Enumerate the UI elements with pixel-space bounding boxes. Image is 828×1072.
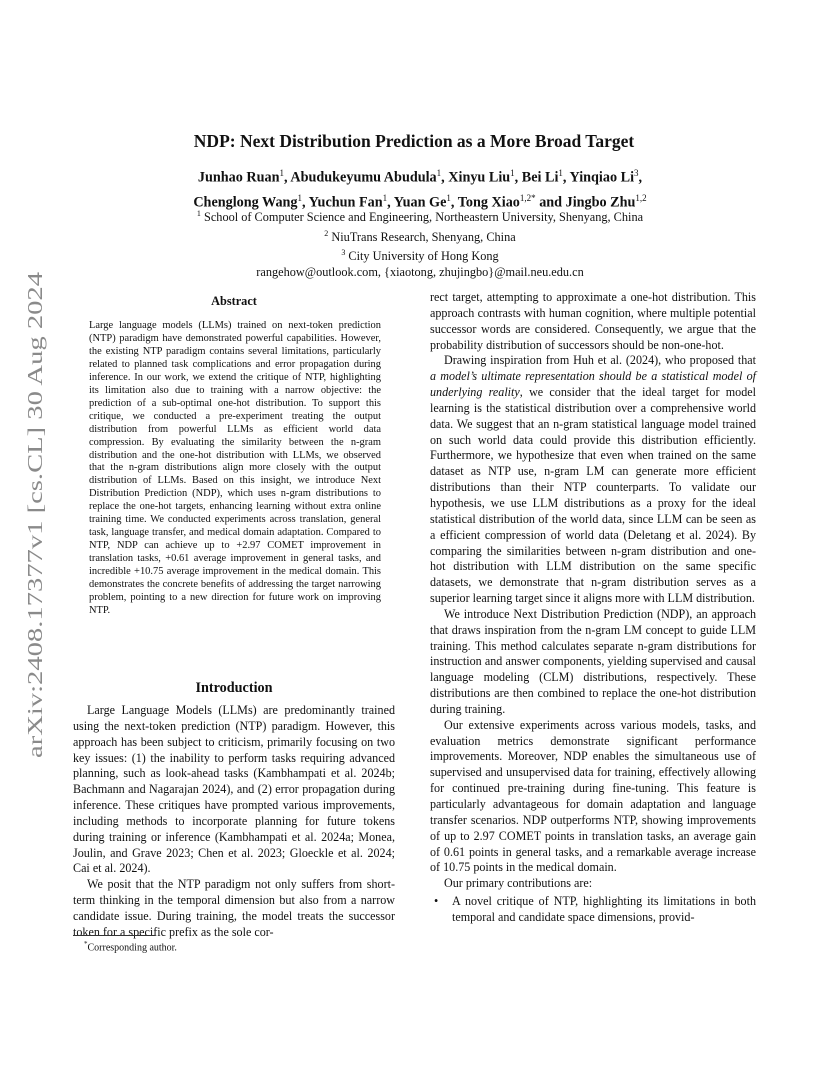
- author-affiliation-mark: 1: [558, 168, 563, 178]
- author-affiliation-mark: 3: [634, 168, 639, 178]
- affiliation-text: School of Computer Science and Engineering, Northeastern University, Shenyang, China: [204, 210, 644, 225]
- paper-title: NDP: Next Distribution Prediction as a More Broad Target: [193, 131, 635, 151]
- author-affiliation-mark: 1: [297, 192, 303, 203]
- author-name: Yuan Ge: [393, 194, 447, 211]
- right-paragraph-4: Our extensive experiments across various models, tasks, and evaluation metrics demonstrate significant performance improvements. Moreover, NDP enables the simultaneous use of supervised and unsupervised data for training, effectively allowing for continued pre-training during fine-tuning. This feature is particularly advantageous for domain adaptation and language transfer scenarios. NDP outperforms NTP, showing improvements of up to 2.97 COMET points in translation tasks, an average gain of 0.61 points in general tasks, and a remarkable average increase of 10.75 points in the medical domain.: [430, 717, 756, 875]
- author-line-1: [120, 163, 720, 188]
- right-paragraph-2-quote: a model’s ultimate representation should be a statistical model of underlying reality: [430, 369, 756, 400]
- author-affiliation-mark: 1: [446, 192, 451, 203]
- affiliation-line: [120, 245, 720, 265]
- author-affiliation-mark: 1: [510, 168, 515, 178]
- abstract-text: Large language models (LLMs) trained on next-token prediction (NTP) paradigm have demonstrated powerful capabilities. However, the existing NTP paradigm contains several limitations, particularly related to planned task complications and error propagation during inference. In our work, we extend the critique of NTP, highlighting its limitation also due to training with a narrow objective: the prediction of a sub-optimal one-hot distribution. To support this critique, we conducted a pre-experiment treating the output distribution from powerful LLMs as efficient world data compression. By evaluating the similarity between the n-gram distribution and the one-hot distribution with LLMs, we observed that the n-gram distributions align more closely with the output distribution of LLMs. Based on this insight, we introduce Next Distribution Prediction (NDP), which uses n-gram distributions to replace the one-hot targets, enhancing learning without extra online training time. We conducted experiments across translation, general task, language transfer, and medical domain adaptation. Compared to NTP, NDP can achieve up to +2.97 COMET improvement in translation tasks, +0.61 average improvement in general tasks, and incredible +10.75 average improvement in the medical domain. This demonstrates the concrete benefits of addressing the target narrowing problem, pointing to a new direction for future work on improving NTP.: [89, 320, 381, 616]
- author-separator: ,: [284, 169, 291, 186]
- author-separator: ,: [302, 194, 309, 211]
- intro-paragraph-1: Large Language Models (LLMs) are predominantly trained using the next-token prediction (NTP) paradigm. However, this approach has been subject to criticism, primarily focusing on two key issues: (1) the inability to perform tasks requiring advanced planning, such as look-ahead tasks (Kambhampati et al. 2024b; Bachmann and Nagarajan 2024), and (2) error propagation during inference. These critiques have prompted various improvements, including methods to incorporate planning for future tokens during training or inference (Kambhampati et al. 2024a; Monea, Joulin, and Grave 2023; Chen et al. 2023; Gloeckle et al. 2024; Cai et al. 2024).: [73, 703, 395, 876]
- author-affiliation-mark: 1: [279, 168, 285, 178]
- affiliation-line: [120, 265, 720, 281]
- author-name: Xinyu Liu: [448, 169, 511, 186]
- introduction-heading: Introduction: [195, 680, 273, 696]
- affiliation-mark: 1: [196, 209, 201, 218]
- author-name: Bei Li: [521, 169, 559, 186]
- footnote-text: Corresponding author.: [87, 942, 177, 954]
- affiliations: [120, 206, 720, 281]
- author-separator: ,: [638, 169, 643, 186]
- footnote: [84, 940, 177, 953]
- author-name: Tong Xiao: [457, 194, 520, 211]
- author-affiliation-mark: 1: [436, 168, 442, 178]
- author-name: Abudukeyumu Abudula: [290, 169, 437, 186]
- contributions-list: [430, 894, 756, 926]
- author-separator: ,: [450, 194, 458, 211]
- abstract-heading: Abstract: [211, 294, 257, 308]
- right-paragraph-2-end: , we consider that the ideal target for model learning is the statistical distribution over a comprehensive world data. We suggest that an n-gram statistical language model trained on such world data could provide this distribution efficiently. Furthermore, we hypothesize that even when trained on the same dataset as NTP use, n-gram LM can generate more efficient distributions than their NTP counterparts. To validate our hypothesis, we use LLM distributions as a proxy for the ideal statistical distribution of the world data, since LLM can be seen as a efficient compression of world data (Deletang et al. 2024). By comparing the similarities between n-gram distribution and one-hot distribution with LLM distribution on the same specific datasets, we demonstrate that n-gram distribution serves as a superior learning target since it aligns more with LLM distribution.: [430, 385, 756, 606]
- arxiv-watermark: [12, 270, 52, 760]
- affiliation-mark: 3: [341, 248, 346, 258]
- right-paragraph-1: rect target, attempting to approximate a one-hot distribution. This approach contrasts with human cognition, where multiple potential successor words are considered. Consequently, we argue that the probability distribution of successors should be non-one-hot.: [430, 290, 756, 352]
- author-name: Chenglong Wang: [193, 194, 298, 211]
- author-separator: ,: [387, 194, 394, 211]
- contribution-text: A novel critique of NTP, highlighting its limitations in both temporal and candidate space dimensions, provid-: [452, 894, 756, 924]
- right-column-body: [430, 290, 756, 926]
- right-paragraph-2: [430, 353, 756, 607]
- contribution-item: [430, 894, 756, 926]
- intro-paragraph-2: We posit that the NTP paradigm not only suffers from short-term thinking in the temporal dimension but also from a narrow candidate issue. During training, the model treats the successor token for a specific prefix as the sole cor-: [73, 877, 395, 939]
- right-paragraph-5: Our primary contributions are:: [444, 876, 593, 891]
- author-separator: and: [535, 194, 566, 211]
- author-name: Jingbo Zhu: [565, 194, 636, 211]
- affiliation-text: rangehow@outlook.com, {xiaotong, zhujingbo}@mail.neu.edu.cn: [256, 265, 584, 280]
- author-separator: ,: [441, 169, 449, 186]
- footnote-mark: *: [84, 940, 88, 948]
- affiliation-mark: 2: [324, 228, 329, 238]
- author-separator: ,: [514, 169, 522, 186]
- introduction-body: [73, 703, 395, 941]
- affiliation-text: NiuTrans Research, Shenyang, China: [331, 229, 516, 244]
- affiliation-line: [120, 206, 720, 226]
- footnote-divider: [73, 935, 155, 936]
- author-name: Yinqiao Li: [569, 169, 635, 186]
- right-paragraph-2-start: Drawing inspiration from Huh et al. (2024), who proposed that: [444, 353, 756, 368]
- author-name: Yuchun Fan: [308, 194, 383, 211]
- author-affiliation-mark: 1,2: [635, 192, 647, 203]
- right-paragraph-3: We introduce Next Distribution Prediction (NDP), an approach that draws inspiration from the n-gram LM concept to guide LLM training. This method calculates separate n-gram distributions for instruction and answer components, yielding supervised and causal language modeling (CLM) distributions, respectively. These distributions are then combined to replace the one-hot distribution during training.: [430, 606, 756, 716]
- arxiv-watermark-svg: [12, 270, 52, 760]
- bullet-icon: •: [434, 894, 439, 909]
- author-separator: ,: [562, 169, 570, 186]
- arxiv-identifier: arXiv:2408.17377v1 [cs.CL] 30 Aug 2024: [23, 392, 47, 758]
- author-affiliation-mark: 1: [382, 192, 388, 203]
- author-name: Junhao Ruan: [197, 169, 280, 186]
- affiliation-text: City University of Hong Kong: [348, 249, 499, 264]
- author-affiliation-mark: 1,2*: [519, 192, 536, 203]
- affiliation-line: [120, 226, 720, 246]
